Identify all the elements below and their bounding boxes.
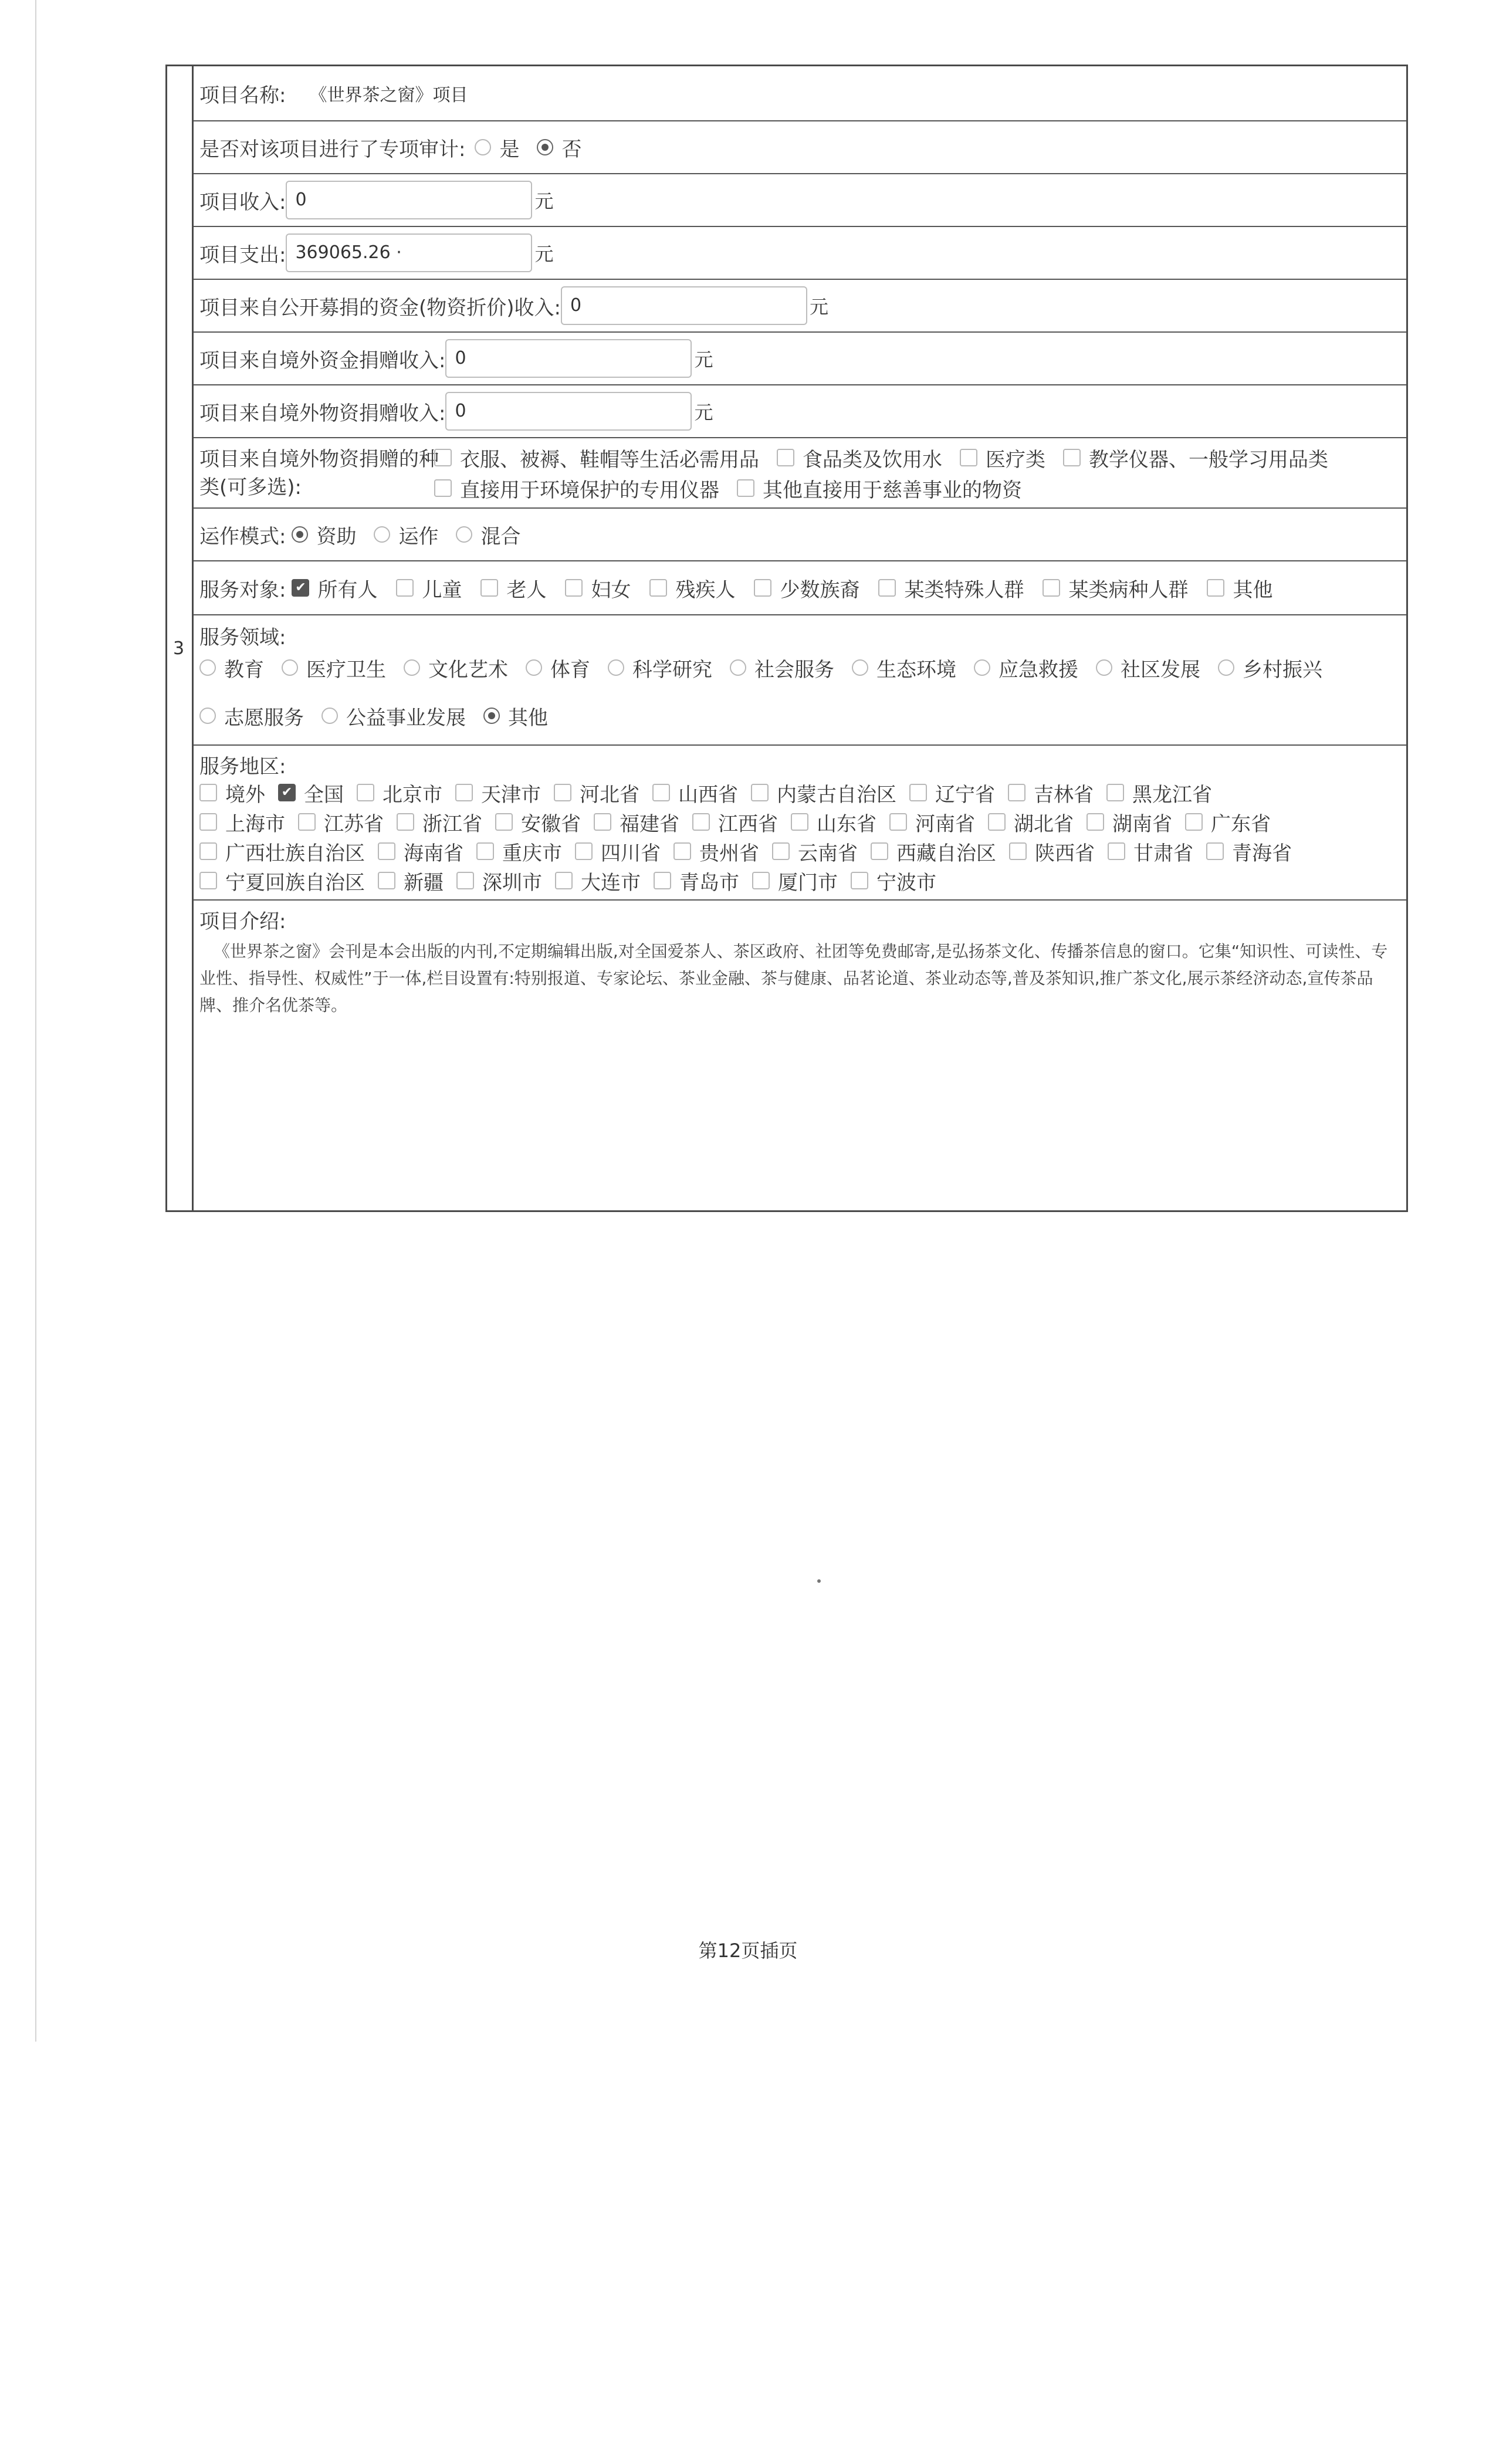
checkbox-icon[interactable]	[909, 784, 927, 801]
public-donation-row	[194, 280, 1406, 333]
checkbox-icon[interactable]	[652, 784, 670, 801]
region-option[interactable]: 西藏自治区	[871, 837, 996, 866]
region-option[interactable]: 江苏省	[298, 808, 384, 837]
checkbox-icon[interactable]	[1087, 813, 1104, 831]
checkbox-icon[interactable]	[871, 842, 888, 860]
service-targets-row	[194, 561, 1406, 615]
region-option[interactable]: 上海市	[199, 808, 285, 837]
checkbox-icon[interactable]	[878, 579, 896, 597]
checkbox-checked-icon[interactable]	[278, 784, 296, 801]
checkbox-checked-icon[interactable]	[292, 579, 309, 597]
target-option[interactable]: 某类特殊人群	[878, 574, 1024, 603]
radio-icon[interactable]	[974, 659, 990, 676]
service-fields-label: 服务领域:	[199, 626, 286, 649]
regions-line-4	[199, 867, 1400, 895]
region-option[interactable]: 吉林省	[1008, 779, 1094, 807]
checkbox-icon[interactable]	[737, 479, 754, 497]
target-option[interactable]: 某类病种人群	[1043, 574, 1188, 603]
goods-type-option[interactable]: 衣服、被褥、鞋帽等生活必需用品	[434, 444, 759, 472]
checkbox-icon[interactable]	[476, 842, 494, 860]
checkbox-icon[interactable]	[199, 784, 217, 801]
checkbox-icon[interactable]	[455, 784, 473, 801]
region-option[interactable]: 湖北省	[988, 808, 1074, 837]
overseas-goods-label: 项目来自境外物资捐赠收入:	[199, 401, 446, 425]
region-option[interactable]: 湖南省	[1087, 808, 1172, 837]
checkbox-icon[interactable]	[575, 842, 593, 860]
checkbox-icon[interactable]	[554, 784, 571, 801]
goods-type-option[interactable]: 教学仪器、一般学习用品类	[1063, 444, 1328, 472]
regions-line-3	[199, 837, 1400, 865]
region-option[interactable]: 重庆市	[476, 837, 562, 866]
region-option[interactable]: 宁波市	[851, 867, 936, 895]
income-unit: 元	[534, 190, 554, 212]
target-option[interactable]: 残疾人	[649, 574, 735, 603]
radio-icon[interactable]	[1218, 659, 1234, 676]
radio-icon[interactable]	[321, 708, 338, 724]
field-option[interactable]: 文化艺术	[404, 654, 508, 682]
radio-icon[interactable]	[475, 139, 491, 155]
region-option[interactable]: 境外	[199, 779, 265, 807]
target-option[interactable]: 妇女	[565, 574, 631, 603]
introduction-text: 《世界茶之窗》会刊是本会出版的内刊,不定期编辑出版,对全国爱茶人、茶区政府、社团等免费邮寄,是弘扬茶文化、传播茶信息的窗口。它集“知识性、可读性、专业性、指导性、权威性”于一体,栏目设置有:特别报道、专家论坛、茶业金融、茶与健康、品茗论道、茶业动态等,普及茶知识,推广茶文化,展示茶经济动态,宣传茶品牌、推介名优茶等。	[199, 942, 1388, 1015]
goods-types-label: 项目来自境外物资捐赠的种 类(可多选):	[199, 448, 439, 499]
radio-icon[interactable]	[374, 526, 390, 543]
checkbox-icon[interactable]	[791, 813, 808, 831]
checkbox-icon[interactable]	[851, 872, 868, 889]
checkbox-icon[interactable]	[565, 579, 583, 597]
region-option[interactable]: 陕西省	[1009, 837, 1095, 866]
radio-icon[interactable]	[199, 708, 216, 724]
region-option[interactable]: 浙江省	[397, 808, 482, 837]
overseas-goods-input[interactable]: 0	[445, 392, 692, 431]
region-option[interactable]: 四川省	[575, 837, 661, 866]
checkbox-icon[interactable]	[397, 813, 414, 831]
radio-icon[interactable]	[282, 659, 298, 676]
introduction-label: 项目介绍:	[199, 910, 286, 933]
region-option[interactable]: 青岛市	[654, 867, 739, 895]
region-option[interactable]: 广西壮族自治区	[199, 837, 365, 866]
checkbox-icon[interactable]	[1206, 842, 1224, 860]
service-fields-row	[194, 615, 1406, 746]
checkbox-icon[interactable]	[1043, 579, 1060, 597]
checkbox-icon[interactable]	[434, 449, 452, 466]
expense-label: 项目支出:	[199, 243, 286, 267]
checkbox-icon[interactable]	[960, 449, 977, 466]
checkbox-icon[interactable]	[673, 842, 691, 860]
radio-selected-icon[interactable]	[292, 526, 308, 543]
radio-icon[interactable]	[526, 659, 542, 676]
income-row	[194, 174, 1406, 227]
expense-unit: 元	[534, 243, 554, 265]
project-name-label: 项目名称:	[199, 83, 286, 107]
expense-input[interactable]: 369065.26 ·	[286, 233, 532, 272]
field-option[interactable]: 医疗卫生	[282, 654, 386, 682]
region-option[interactable]: 贵州省	[673, 837, 759, 866]
overseas-goods-row	[194, 385, 1406, 438]
field-option[interactable]: 志愿服务	[199, 702, 304, 730]
checkbox-icon[interactable]	[378, 872, 395, 889]
scan-edge	[35, 0, 36, 2042]
income-input[interactable]: 0	[286, 181, 532, 219]
region-option[interactable]: 山西省	[652, 779, 738, 807]
checkbox-icon[interactable]	[772, 842, 790, 860]
region-option[interactable]: 云南省	[772, 837, 858, 866]
mode-option-mixed[interactable]: 混合	[456, 520, 520, 549]
service-regions-row	[194, 746, 1406, 901]
regions-line-2	[199, 808, 1400, 836]
special-audit-row	[194, 121, 1406, 174]
project-name-value: 《世界茶之窗》项目	[309, 85, 468, 106]
region-option[interactable]: 深圳市	[456, 867, 542, 895]
scan-speck	[817, 1579, 821, 1583]
region-option[interactable]: 海南省	[378, 837, 463, 866]
special-audit-label: 是否对该项目进行了专项审计:	[199, 137, 466, 161]
overseas-goods-unit: 元	[694, 401, 713, 424]
checkbox-icon[interactable]	[555, 872, 573, 889]
radio-icon[interactable]	[456, 526, 472, 543]
checkbox-icon[interactable]	[649, 579, 667, 597]
checkbox-icon[interactable]	[594, 813, 611, 831]
field-option[interactable]: 其他	[483, 702, 548, 730]
checkbox-icon[interactable]	[434, 479, 452, 497]
goods-type-option[interactable]: 其他直接用于慈善事业的物资	[737, 474, 1022, 503]
field-option[interactable]: 应急救援	[974, 654, 1078, 682]
region-option[interactable]: 宁夏回族自治区	[199, 867, 365, 895]
public-donation-unit: 元	[809, 296, 828, 318]
page-footer: 第12页插页	[698, 1940, 798, 1962]
section-number: 3	[173, 638, 185, 659]
target-option[interactable]: 其他	[1207, 574, 1272, 603]
overseas-fund-input[interactable]: 0	[445, 339, 692, 378]
operation-mode-row	[194, 509, 1406, 561]
overseas-fund-row	[194, 333, 1406, 385]
audit-option-yes[interactable]: 是	[475, 133, 519, 162]
checkbox-icon[interactable]	[199, 872, 217, 889]
expense-row	[194, 227, 1406, 280]
checkbox-icon[interactable]	[889, 813, 907, 831]
region-option[interactable]: 内蒙古自治区	[751, 779, 896, 807]
region-option[interactable]: 甘肃省	[1108, 837, 1193, 866]
radio-selected-icon[interactable]	[483, 708, 500, 724]
checkbox-icon[interactable]	[480, 579, 498, 597]
field-option[interactable]: 社会服务	[730, 654, 834, 682]
region-option[interactable]: 安徽省	[495, 808, 581, 837]
checkbox-icon[interactable]	[199, 813, 217, 831]
region-option[interactable]: 河北省	[554, 779, 639, 807]
income-label: 项目收入:	[199, 190, 286, 214]
checkbox-icon[interactable]	[1063, 449, 1081, 466]
overseas-fund-unit: 元	[694, 348, 713, 371]
radio-icon[interactable]	[852, 659, 868, 676]
region-option[interactable]: 福建省	[594, 808, 679, 837]
checkbox-icon[interactable]	[495, 813, 513, 831]
checkbox-icon[interactable]	[751, 784, 769, 801]
goods-type-option[interactable]: 医疗类	[960, 444, 1045, 472]
region-option[interactable]: 青海省	[1206, 837, 1292, 866]
checkbox-icon[interactable]	[988, 813, 1006, 831]
public-donation-input[interactable]: 0	[561, 286, 807, 325]
region-option[interactable]: ✔ 全国	[278, 779, 344, 807]
region-option[interactable]: 厦门市	[752, 867, 838, 895]
goods-type-option[interactable]: 食品类及饮用水	[777, 444, 942, 472]
radio-icon[interactable]	[199, 659, 216, 676]
region-option[interactable]: 大连市	[555, 867, 641, 895]
goods-type-option[interactable]: 直接用于环境保护的专用仪器	[434, 474, 719, 503]
overseas-fund-label: 项目来自境外资金捐赠收入:	[199, 348, 446, 373]
checkbox-icon[interactable]	[298, 813, 316, 831]
radio-icon[interactable]	[1096, 659, 1112, 676]
checkbox-icon[interactable]	[1207, 579, 1224, 597]
operation-mode-label: 运作模式:	[199, 524, 286, 549]
mode-option-fund[interactable]: 资助	[292, 520, 356, 549]
checkbox-icon[interactable]	[456, 872, 474, 889]
checkbox-icon[interactable]	[1185, 813, 1203, 831]
target-option[interactable]: 儿童	[396, 574, 462, 603]
region-option[interactable]: 广东省	[1185, 808, 1271, 837]
checkbox-icon[interactable]	[1008, 784, 1025, 801]
target-option[interactable]: 老人	[480, 574, 546, 603]
radio-icon[interactable]	[608, 659, 624, 676]
radio-icon[interactable]	[404, 659, 420, 676]
region-option[interactable]: 天津市	[455, 779, 541, 807]
row-number-gutter	[167, 66, 194, 1210]
checkbox-icon[interactable]	[752, 872, 770, 889]
field-option[interactable]: 生态环境	[852, 654, 956, 682]
radio-selected-icon[interactable]	[537, 139, 553, 155]
public-donation-label: 项目来自公开募捐的资金(物资折价)收入:	[199, 296, 561, 320]
checkbox-icon[interactable]	[1108, 842, 1125, 860]
field-option[interactable]: 乡村振兴	[1218, 654, 1322, 682]
checkbox-icon[interactable]	[654, 872, 671, 889]
project-form	[165, 65, 1408, 1212]
checkbox-icon[interactable]	[378, 842, 395, 860]
field-option[interactable]: 体育	[526, 654, 590, 682]
field-option[interactable]: 教育	[199, 654, 264, 682]
checkbox-icon[interactable]	[777, 449, 794, 466]
service-regions-label: 服务地区:	[199, 755, 286, 779]
checkbox-icon[interactable]	[396, 579, 414, 597]
audit-option-no[interactable]: 否	[537, 133, 581, 162]
goods-types-row	[194, 438, 1406, 509]
target-option[interactable]: 少数族裔	[754, 574, 859, 603]
checkbox-icon[interactable]	[692, 813, 710, 831]
service-targets-label: 服务对象:	[199, 578, 286, 602]
target-option[interactable]: ✔ 所有人	[292, 574, 377, 603]
regions-line-1	[199, 779, 1400, 807]
field-option[interactable]: 科学研究	[608, 654, 712, 682]
region-option[interactable]: 辽宁省	[909, 779, 995, 807]
checkbox-icon[interactable]	[357, 784, 374, 801]
region-option[interactable]: 新疆	[378, 867, 444, 895]
field-option[interactable]: 社区发展	[1096, 654, 1200, 682]
introduction-row	[194, 901, 1406, 1210]
region-option[interactable]: 河南省	[889, 808, 975, 837]
project-name-row	[194, 66, 1406, 121]
checkbox-icon[interactable]	[754, 579, 771, 597]
checkbox-icon[interactable]	[1106, 784, 1124, 801]
checkbox-icon[interactable]	[1009, 842, 1027, 860]
region-option[interactable]: 江西省	[692, 808, 778, 837]
region-option[interactable]: 黑龙江省	[1106, 779, 1212, 807]
radio-icon[interactable]	[730, 659, 746, 676]
region-option[interactable]: 北京市	[357, 779, 442, 807]
mode-option-operate[interactable]: 运作	[374, 520, 438, 549]
checkbox-icon[interactable]	[199, 842, 217, 860]
region-option[interactable]: 山东省	[791, 808, 876, 837]
field-option[interactable]: 公益事业发展	[321, 702, 466, 730]
